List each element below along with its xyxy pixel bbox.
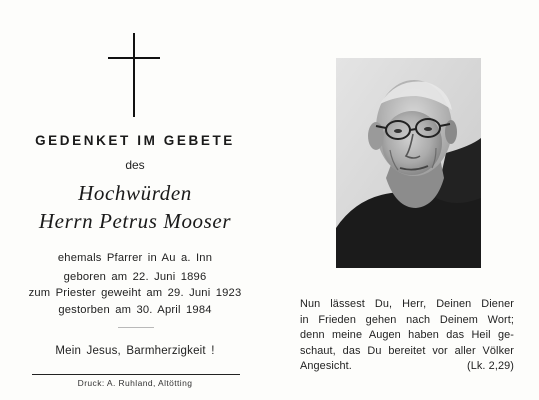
quote-line: in Frieden gehen nach Deinem Wort; — [300, 313, 514, 326]
bio-death-date: gestorben am 30. April 1984 — [58, 304, 212, 316]
quote-last-word: Angesicht. — [300, 360, 352, 372]
latin-cross-icon — [108, 33, 160, 117]
short-prayer: Mein Jesus, Barmherzigkeit ! — [55, 345, 215, 357]
quote-line: Nun lässest Du, Herr, Deinen Diener — [300, 298, 514, 310]
divider-short — [118, 327, 154, 328]
bio-ordination-date: zum Priester geweiht am 29. Juni 1923 — [28, 287, 242, 299]
cross-vertical-bar — [133, 33, 135, 117]
cross-horizontal-bar — [108, 57, 160, 59]
article-des: des — [125, 158, 145, 172]
scripture-reference: (Lk. 2,29) — [466, 360, 514, 372]
quote-line: denn meine Augen haben das Heil ge- — [300, 329, 514, 341]
scripture-quote — [300, 297, 514, 375]
honorific-title: Hochwürden — [78, 181, 192, 205]
portrait-photo — [336, 58, 481, 268]
bio-birth-date: geboren am 22. Juni 1896 — [63, 271, 207, 283]
divider-footer — [32, 374, 240, 375]
quote-line: schaut, das Du bereitet vor aller Völker — [300, 344, 514, 357]
deceased-name: Herrn Petrus Mooser — [38, 209, 232, 233]
memorial-heading: GEDENKET IM GEBETE — [35, 133, 235, 148]
printer-credit: Druck: A. Ruhland, Altötting — [77, 378, 193, 388]
quote-last-line — [300, 359, 514, 375]
bio-former-office: ehemals Pfarrer in Au a. Inn — [57, 252, 213, 264]
